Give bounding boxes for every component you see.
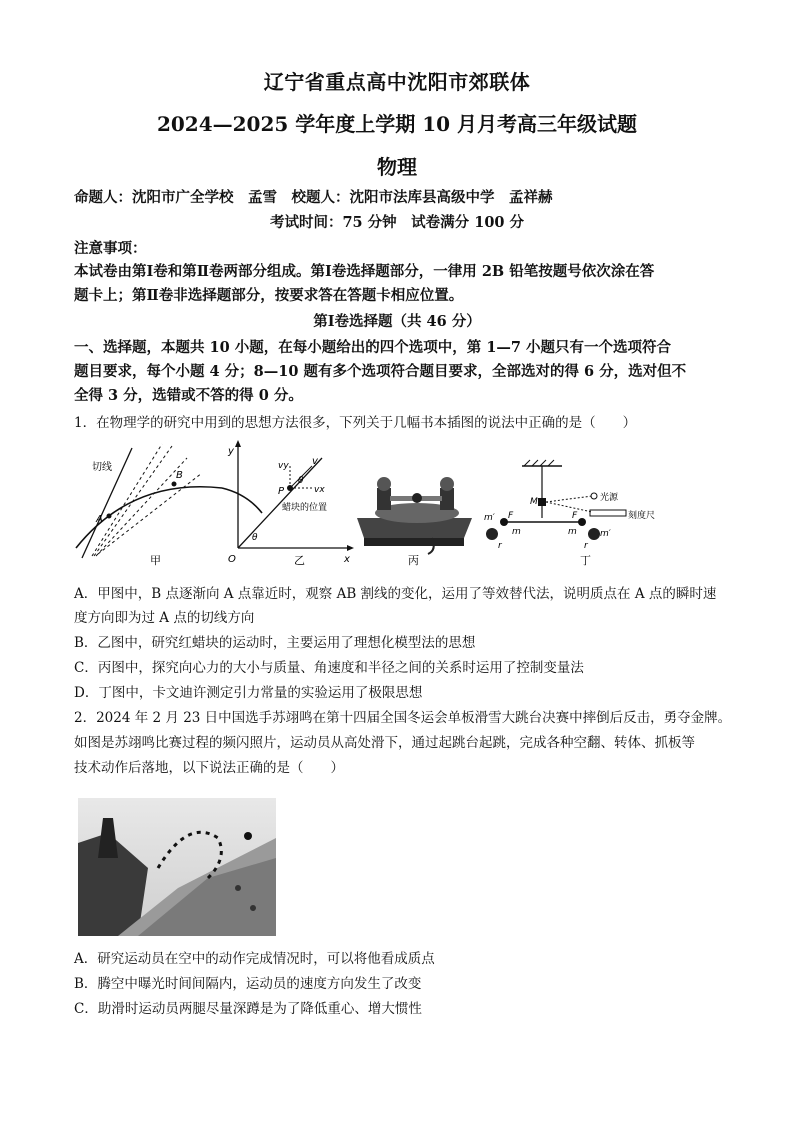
q2-stem-line1: 2．2024 年 2 月 23 日中国选手苏翊鸣在第十四届全国冬运会单板滑雪大跳台决赛中摔倒后反击，勇夺金牌。 — [74, 710, 732, 726]
q2-option-b: B．腾空中曝光时间间隔内，运动员的速度方向发生了改变 — [74, 976, 422, 992]
label-A: A — [96, 514, 103, 525]
q1-option-b: B．乙图中，研究红蜡块的运动时，主要运用了理想化模型法的思想 — [74, 635, 476, 651]
label-theta-origin: θ — [252, 533, 258, 543]
section-instr2: 题目要求，每个小题 4 分；8—10 题有多个选项符合题目要求，全部选对的得 6 分，选对但不 — [74, 363, 687, 380]
exam-title-line1: 辽宁省重点高中沈阳市郊联体 — [263, 70, 531, 94]
q2-option-c: C．助滑时运动员两腿尽量深蹲是为了降低重心、增大惯性 — [74, 1001, 422, 1017]
section-title: 第Ⅰ卷选择题（共 46 分） — [313, 313, 481, 330]
figure-jia — [76, 444, 262, 567]
label-ruler: 刻度尺 — [628, 511, 656, 521]
section-instr1: 一、选择题，本题共 10 小题，在每小题给出的四个选项中，第 1—7 小题只有一个选项符合 — [74, 339, 672, 356]
subject-title: 物理 — [377, 155, 417, 179]
label-r-right: r — [584, 541, 588, 551]
label-bing: 丙 — [408, 554, 419, 567]
label-wax-pos: 蜡块的位置 — [282, 503, 328, 513]
q1-option-a-line1: A．甲图中，B 点逐渐向 A 点靠近时，观察 AB 割线的变化，运用了等效替代法，说明质点在 A 点的瞬时速 — [74, 586, 717, 602]
label-v: v — [312, 456, 318, 467]
figure-bing — [357, 477, 472, 567]
q1-figure — [72, 438, 656, 574]
label-M: M — [530, 497, 538, 507]
label-yi: 乙 — [294, 554, 305, 567]
label-vx: vx — [314, 485, 325, 495]
exam-title-line2: 2024—2025 学年度上学期 10 月月考高三年级试题 — [156, 112, 638, 136]
figure-yi — [227, 440, 354, 567]
label-m-prime-left: m′ — [484, 513, 495, 523]
label-P: P — [278, 486, 285, 497]
label-r-left: r — [498, 541, 502, 551]
q2-option-a: A．研究运动员在空中的动作完成情况时，可以将他看成质点 — [74, 951, 435, 967]
q2-stem-line2: 如图是苏翊鸣比赛过程的频闪照片，运动员从高处滑下，通过起跳台起跳，完成各种空翻、转体、抓板等 — [74, 735, 695, 751]
notice-heading: 注意事项： — [74, 240, 147, 257]
label-B: B — [176, 470, 183, 481]
label-ding: 丁 — [580, 554, 591, 567]
section-instr3: 全得 3 分，选错或不答的得 0 分。 — [74, 387, 303, 404]
q1-option-d: D．丁图中，卡文迪许测定引力常量的实验运用了极限思想 — [74, 685, 423, 701]
label-vy: vy — [278, 461, 289, 471]
label-theta: θ — [298, 476, 304, 486]
q2-photo — [78, 798, 276, 936]
label-x: x — [344, 554, 350, 565]
q1-option-c: C．丙图中，探究向心力的大小与质量、角速度和半径之间的关系时运用了控制变量法 — [74, 660, 584, 676]
label-y: y — [228, 446, 234, 457]
label-tangent: 切线 — [92, 462, 112, 473]
label-m-right: m — [568, 527, 577, 537]
q1-option-a-line2: 度方向即为过 A 点的切线方向 — [74, 610, 255, 626]
label-O: O — [228, 554, 236, 565]
authors-line: 命题人：沈阳市广全学校 孟雪 校题人：沈阳市法库县高级中学 孟祥赫 — [74, 189, 553, 206]
label-m-prime-right: m′ — [600, 529, 611, 539]
notice-line2: 题卡上；第Ⅱ卷非选择题部分，按要求答在答题卡相应位置。 — [74, 287, 464, 304]
label-light: 光源 — [600, 493, 619, 503]
label-m-left: m — [512, 527, 521, 537]
label-F-right: F — [572, 511, 578, 521]
notice-line1: 本试卷由第Ⅰ卷和第Ⅱ卷两部分组成。第Ⅰ卷选择题部分，一律用 2B 铅笔按题号依次涂在答 — [74, 263, 655, 280]
figure-ding — [484, 460, 655, 567]
label-F-left: F — [508, 511, 514, 521]
label-jia: 甲 — [150, 554, 161, 567]
q2-stem-line3: 技术动作后落地，以下说法正确的是（ ） — [74, 760, 344, 776]
exam-info: 考试时间：75 分钟 试卷满分 100 分 — [269, 214, 525, 231]
q1-stem: 1．在物理学的研究中用到的思想方法很多，下列关于几幅书本插图的说法中正确的是（ ） — [74, 415, 637, 431]
